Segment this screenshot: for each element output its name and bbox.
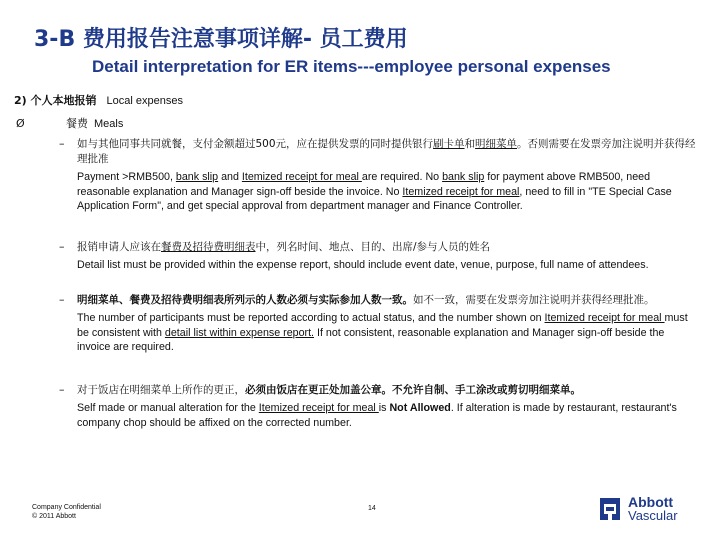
meals-bullet (16, 115, 123, 131)
text-segment: 对于饭店在明细菜单上所作的更正， (77, 384, 245, 396)
page-number: 14 (368, 505, 376, 512)
page-title: 3-B 费用报告注意事项详解- 员工费用 (34, 27, 408, 52)
item-text-en (77, 170, 699, 214)
text-segment-bold: 明细菜单、餐费及招待费明细表所列示的人数必须与实际参加人数一致。 (77, 294, 413, 306)
abbott-vascular-logo (598, 494, 678, 524)
text-segment: Detail list must be provided within the expense report, should include event date, venue, purpose, full name of attendees. (77, 259, 649, 271)
arrow-bullet-icon: Ø (16, 117, 25, 130)
text-segment: 如不一致，需要在发票旁加注说明并获得经理批准。 (413, 294, 655, 306)
text-segment-underlined: 明细菜单 (475, 138, 518, 150)
text-segment: need to fill in "TE Special Case Application Form", and get special approval from department manager and Finance Controller. (77, 185, 672, 212)
footer-line-2: © 2011 Abbott (32, 513, 76, 520)
item-text-en (77, 258, 699, 273)
text-segment-bold: 必须由饭店在更正处加盖公章。不允许自制、手工涂改或剪切明细菜单。 (245, 384, 581, 396)
text-segment: 。否则需要在发票旁加注说明并获得经理批准 (77, 138, 696, 165)
meals-label-en: Meals (94, 118, 124, 130)
text-segment-bold: Not Allowed (389, 402, 451, 414)
text-segment: Self made or manual alteration for the (77, 402, 259, 414)
meals-label-cn: 餐费 (66, 117, 88, 130)
text-segment-underlined: bank slip (442, 171, 485, 183)
section-label-cn: 2) 个人本地报销 (14, 94, 97, 107)
text-segment: for payment above RMB500, need reasonable explanation and Manager sign-off beside the invoice. No (77, 171, 651, 198)
list-item (59, 293, 699, 355)
item-text-en (77, 401, 699, 430)
item-text-cn (77, 383, 699, 398)
text-segment: 如与其他同事共同就餐，支付金额超过500元，应在提供发票的同时提供银行 (77, 138, 434, 150)
logo-word-vascular: Vascular (628, 508, 678, 523)
text-segment: 中，列名时间、地点、目的、出席/参与人员的姓名 (255, 241, 491, 253)
text-segment: . If alteration is made by restaurant, restaurant's company chop should be affixed on the corrected number. (77, 402, 677, 429)
dash-bullet: – (59, 240, 65, 253)
text-segment: The number of participants must be reported according to actual status, and the number shown on (77, 312, 545, 324)
dash-bullet: – (59, 293, 65, 306)
text-segment-underlined: 刷卡单 (433, 138, 465, 150)
text-segment: and (218, 171, 242, 183)
text-segment: must be consistent with (77, 312, 688, 339)
text-segment-underlined: detail list within expense report. (164, 326, 315, 339)
text-segment-underlined: Itemized receipt for meal (258, 402, 379, 414)
text-segment: If not consistent, reasonable explanation and Manager sign-off beside the invoice are required. (77, 326, 665, 353)
text-segment-underlined: 餐费及招待费明细表 (161, 241, 256, 253)
text-segment-underlined: Itemized receipt for meal, (402, 185, 523, 198)
text-segment-underlined: Itemized receipt for meal (241, 171, 362, 183)
item-text-en (77, 311, 699, 355)
text-segment: are required. No (361, 171, 443, 183)
text-segment-underlined: bank slip (175, 171, 219, 183)
section-label-en: Local expenses (106, 95, 183, 107)
list-item (59, 383, 699, 430)
item-text-cn (77, 293, 699, 308)
text-segment: Payment >RMB500, (77, 171, 176, 183)
text-segment-underlined: Itemized receipt for meal (544, 312, 665, 324)
footer-confidential (32, 503, 101, 521)
dash-bullet: – (59, 383, 65, 396)
item-text-cn (77, 240, 699, 255)
dash-bullet: – (59, 137, 65, 150)
section-heading (14, 92, 183, 108)
logo-word-abbott: Abbott (628, 494, 674, 510)
list-item (59, 240, 699, 273)
page-subtitle: Detail interpretation for ER items---employee personal expenses (92, 57, 611, 76)
abbott-logo-icon (598, 494, 622, 524)
list-item (59, 137, 699, 214)
text-segment: 和 (464, 138, 476, 150)
logo-wordmark (628, 495, 678, 523)
footer-line-1: Company Confidential (32, 504, 101, 511)
text-segment: 报销申请人应该在 (77, 241, 161, 253)
text-segment: is (378, 402, 390, 414)
item-text-cn (77, 137, 699, 167)
